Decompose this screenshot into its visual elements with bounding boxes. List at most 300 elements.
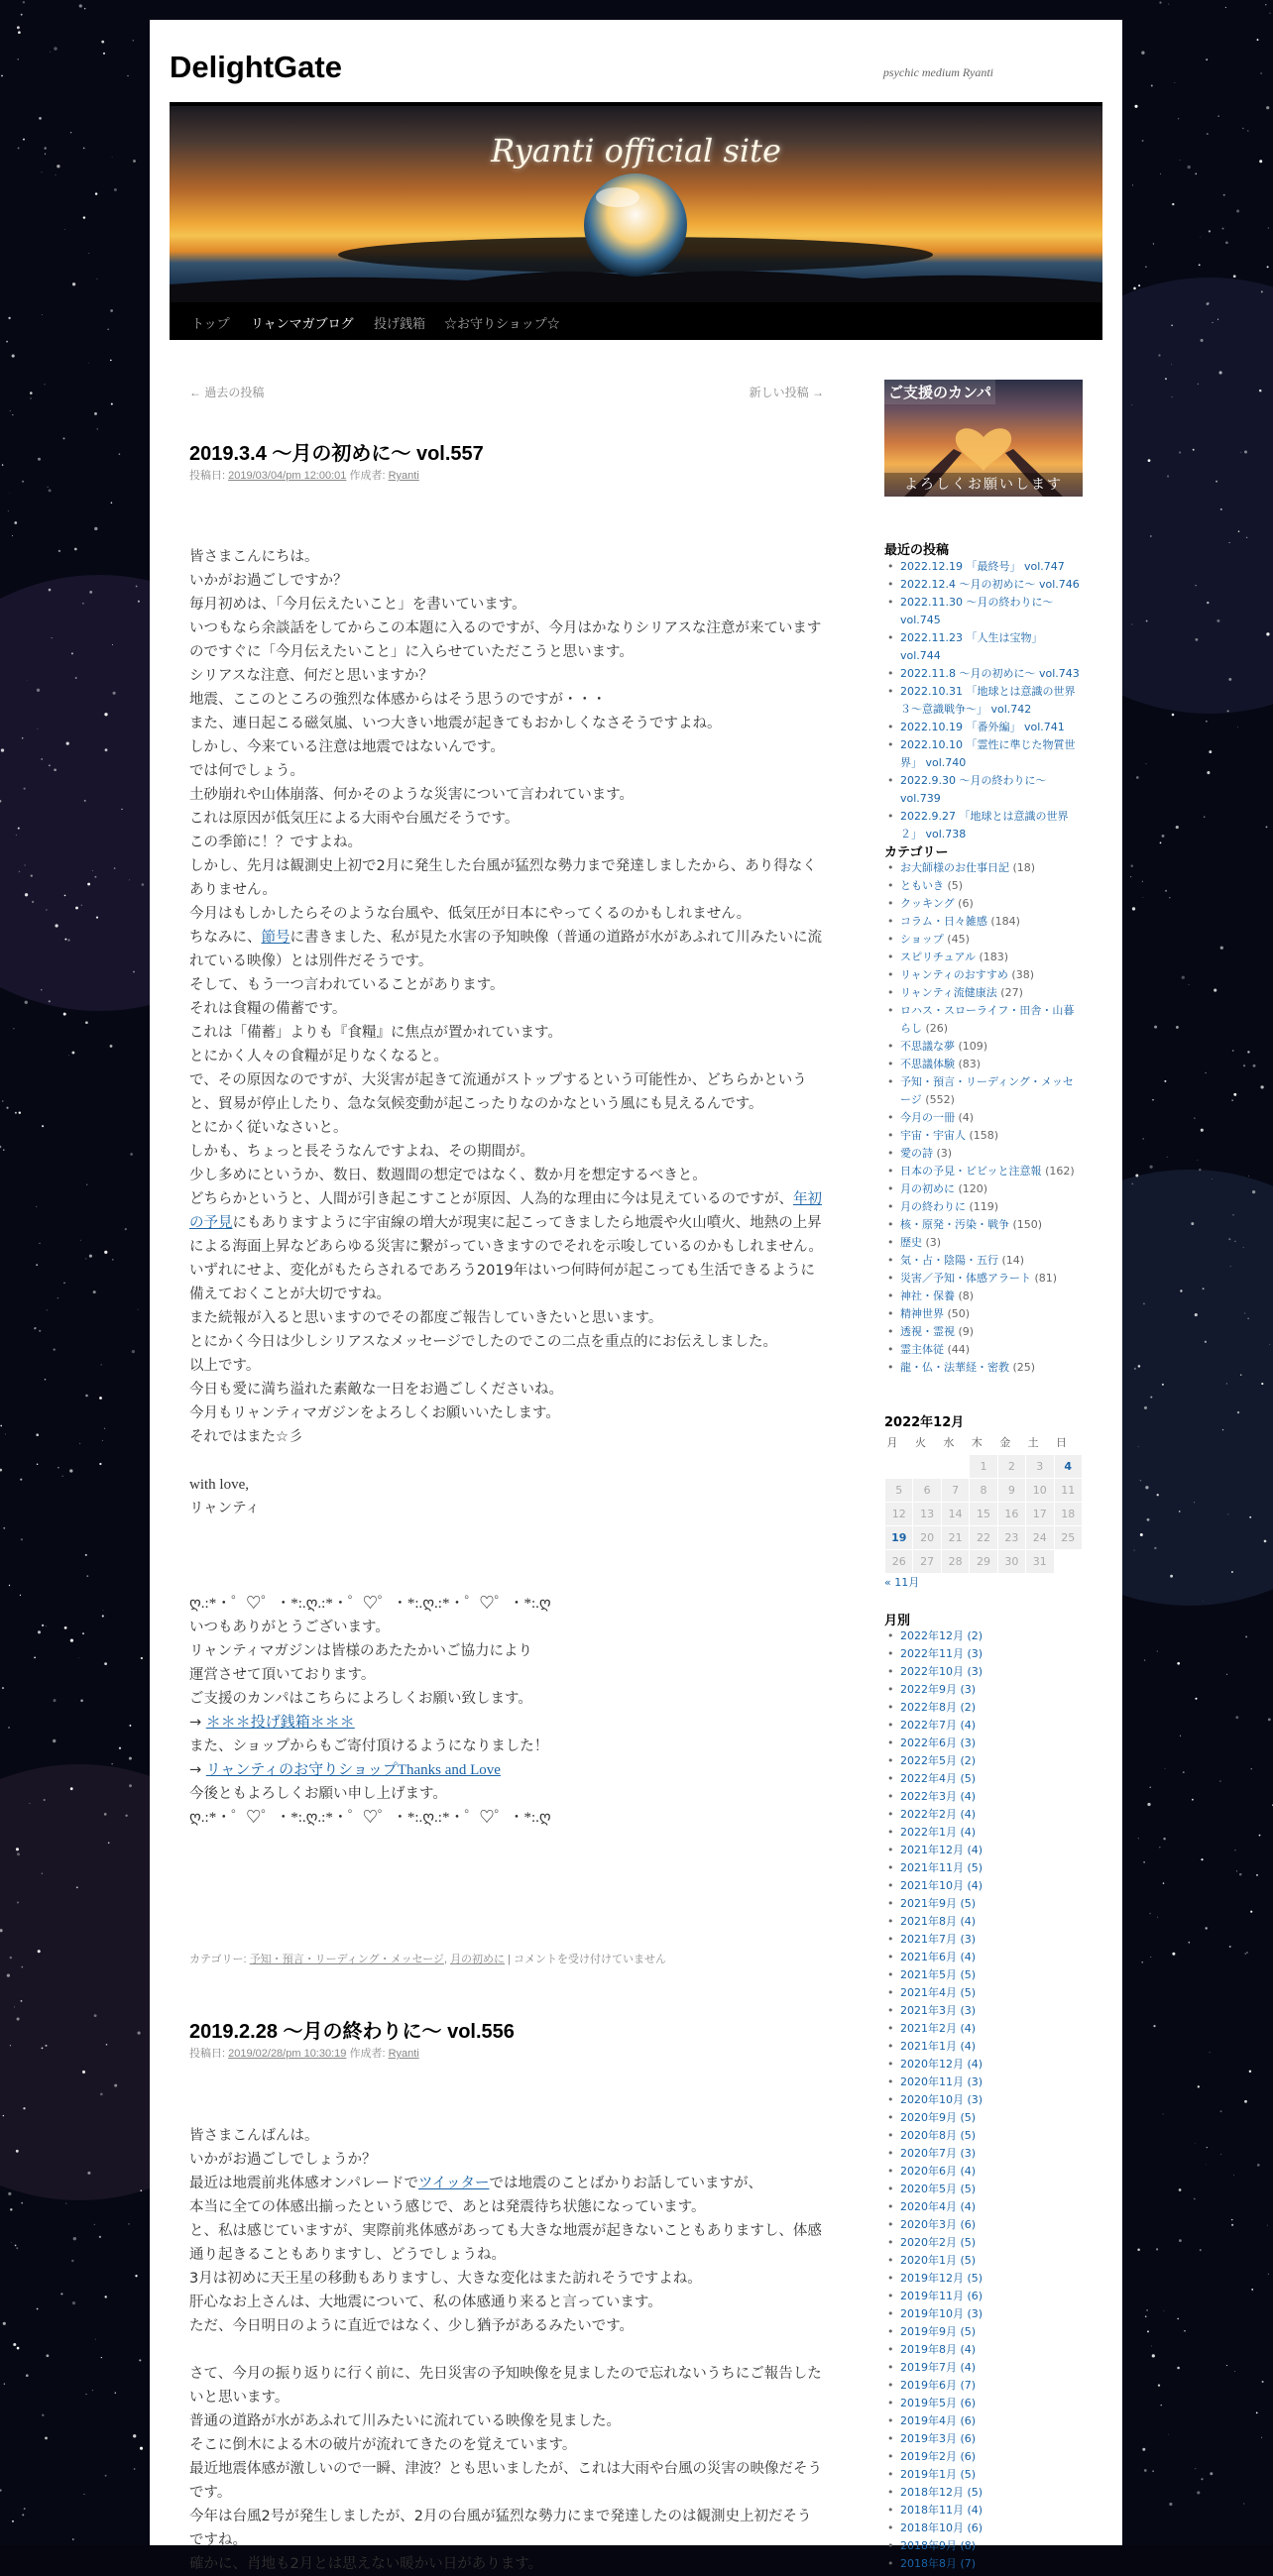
archive-item (884, 1877, 1083, 1895)
comments-closed: | コメントを受け付けていません (508, 1954, 667, 1965)
category-item (884, 1002, 1083, 1038)
body-line: 本当に全ての体感出揃ったという感じで、あとは発震待ち状態になっています。 (189, 2199, 706, 2215)
category-item (884, 1145, 1083, 1163)
body-line: とにかく従いなさいと。 (189, 1120, 348, 1136)
calendar-week-row (885, 1549, 1083, 1573)
recent-post-link[interactable]: 2022.12.4 ～月の初めに～ vol.746 (900, 578, 1080, 591)
category-item (884, 1216, 1083, 1234)
category-count: (18) (1012, 861, 1036, 874)
post-categories (189, 1951, 666, 1966)
category-link[interactable]: 愛の詩 (900, 1147, 933, 1160)
archive-link[interactable]: 2022年4月 (5) (900, 1772, 977, 1785)
archive-link[interactable]: 2022年2月 (4) (900, 1808, 977, 1821)
archive-link[interactable]: 2021年10月 (4) (900, 1879, 984, 1892)
category-link[interactable]: 月の初めに (450, 1954, 506, 1965)
recent-post-link[interactable]: 2022.9.27 「地球とは意識の世界２」 vol.738 (900, 810, 1069, 840)
calendar-day: 28 (941, 1549, 969, 1573)
body-line: では何でしょう。 (189, 763, 304, 779)
footer-line: リャンティマガジンは皆様のあたたかいご協力により (189, 1643, 533, 1659)
calendar-empty-cell (913, 1454, 941, 1478)
archive-link[interactable]: 2018年9月 (8) (900, 2539, 977, 2552)
recent-post-link[interactable]: 2022.11.8 ～月の初めに～ vol.743 (900, 667, 1080, 680)
calendar-day: 21 (941, 1525, 969, 1549)
archive-item (884, 1788, 1083, 1806)
calendar-weekday: 金 (999, 1435, 1011, 1449)
category-count: (6) (958, 897, 974, 910)
body-line: これは原因が低気圧による大雨や台風だそうです。 (189, 811, 520, 827)
archive-item (884, 2430, 1083, 2448)
decoration-line: ღ.:*・゜♡゜・*:.ღ.:*・゜♡゜・*:.ღ.:*・゜♡゜・*:.ღ (189, 1810, 551, 1826)
calendar-day: 9 (997, 1478, 1025, 1502)
category-count: (184) (990, 915, 1020, 928)
archive-link[interactable]: 2022年10月 (3) (900, 1665, 984, 1678)
calendar-day: 5 (885, 1478, 913, 1502)
recent-post-link[interactable]: 2022.10.10 「霊性に準じた物質世界」 vol.740 (900, 738, 1076, 769)
archive-link[interactable]: 2022年5月 (2) (900, 1754, 977, 1767)
archive-item (884, 1913, 1083, 1931)
category-count: (45) (947, 933, 970, 946)
category-item (884, 1038, 1083, 1056)
page-wrapper (150, 20, 1122, 2572)
category-link[interactable]: コラム・日々雑感 (900, 915, 987, 928)
category-item (884, 1359, 1083, 1377)
nav-item-blog[interactable]: リャンマガブログ (251, 316, 354, 331)
calendar-day: 12 (885, 1502, 913, 1525)
archive-link[interactable]: 2019年6月 (7) (900, 2379, 977, 2392)
recent-post-item (884, 808, 1083, 843)
category-item (884, 1109, 1083, 1127)
archive-item (884, 1681, 1083, 1699)
decoration-line: ღ.:*・゜♡゜・*:.ღ.:*・゜♡゜・*:.ღ.:*・゜♡゜・*:.ღ (189, 1596, 551, 1612)
previous-post-link[interactable]: ← 過去の投稿 (189, 386, 265, 399)
category-link[interactable]: スピリチュアル (900, 951, 977, 963)
post-meta (189, 2045, 419, 2061)
archive-link[interactable]: 2021年3月 (3) (900, 2004, 977, 2017)
category-item (884, 1288, 1083, 1305)
category-item (884, 1270, 1083, 1288)
category-item (884, 877, 1083, 895)
archive-link[interactable]: 2021年7月 (3) (900, 1933, 977, 1946)
archive-link[interactable]: 2022年11月 (3) (900, 1647, 984, 1660)
recent-post-link[interactable]: 2022.11.23 「人生は宝物」 vol.744 (900, 631, 1043, 662)
setsugo-link[interactable]: 節号 (261, 930, 290, 946)
post-date-link[interactable]: 2019/03/04/pm 12:00:01 (228, 470, 347, 482)
body-line: いかがお過ごしですか？ (189, 573, 348, 589)
archive-item (884, 1770, 1083, 1788)
archive-link[interactable]: 2019年12月 (5) (900, 2272, 984, 2285)
body-line: 最近地震体感が激しいので一瞬、津波？とも思いましたが、これは大雨や台風の災害の映像だそうです。 (189, 2461, 822, 2501)
author-prefix: 作成者: (349, 2048, 386, 2060)
archive-item (884, 2073, 1083, 2091)
calendar-week-row (885, 1478, 1083, 1502)
archive-link[interactable]: 2021年12月 (4) (900, 1844, 984, 1856)
body-line: この季節に！？ですよね。 (189, 835, 362, 850)
recent-post-item (884, 629, 1083, 665)
archive-item (884, 2288, 1083, 2305)
category-link[interactable]: 不思議体験 (900, 1058, 955, 1070)
calendar-day: 16 (997, 1502, 1025, 1525)
body-line: しかし、先月は観測史上初で2月に発生した台風が猛烈な勢力まで発達しましたから、あり得なくありません。 (189, 858, 817, 898)
body-line: さて、今月の振り返りに行く前に、先日災害の予知映像を見ましたので忘れないうちにご報告したいと思います。 (189, 2366, 822, 2406)
archive-item (884, 1842, 1083, 1859)
archive-item (884, 2002, 1083, 2020)
archive-link[interactable]: 2018年12月 (5) (900, 2486, 984, 2499)
archive-link[interactable]: 2020年7月 (3) (900, 2147, 977, 2160)
archive-link[interactable]: 2019年11月 (6) (900, 2290, 984, 2302)
archive-link[interactable]: 2020年12月 (4) (900, 2058, 984, 2071)
archive-link[interactable]: 2019年8月 (4) (900, 2343, 977, 2356)
category-link[interactable]: ショップ (900, 933, 944, 946)
nav-item-shop[interactable]: ☆お守りショップ☆ (444, 316, 560, 331)
body-text: 最近は地震前兆体感オンパレードで (189, 2176, 418, 2191)
archive-item (884, 1824, 1083, 1842)
archive-link[interactable]: 2021年6月 (4) (900, 1951, 977, 1963)
body-line: 普通の道路が水があふれて川みたいに流れている映像を見ました。 (189, 2413, 621, 2429)
category-item (884, 931, 1083, 949)
signoff-line: with love, (189, 1477, 249, 1493)
recent-post-link[interactable]: 2022.10.31 「地球とは意識の世界３～意識戦争～」 vol.742 (900, 685, 1076, 716)
category-count: (44) (947, 1343, 971, 1356)
body-line: しかも、ちょっと長そうなんですよね、その期間が。 (189, 1144, 534, 1160)
category-count: (3) (925, 1236, 942, 1249)
archive-link[interactable]: 2021年5月 (5) (900, 1968, 977, 1981)
utility-prefix: カテゴリー: (189, 1954, 247, 1965)
category-count: (27) (1000, 986, 1023, 999)
calendar-weekday: 火 (914, 1435, 926, 1449)
body-line: 以上です。 (189, 1358, 261, 1374)
calendar-day: 14 (941, 1502, 969, 1525)
archive-link[interactable]: 2021年2月 (4) (900, 2022, 977, 2035)
body-line: 確かに、肖地も2月とは思えない暖かい日があります。 (189, 2556, 543, 2572)
archive-item (884, 2181, 1083, 2198)
body-line: それではまた☆彡 (189, 1429, 303, 1445)
body-line (189, 926, 824, 973)
category-item (884, 984, 1083, 1002)
recent-posts-title: 最近の投稿 (884, 543, 950, 558)
archive-link[interactable]: 2021年11月 (5) (900, 1861, 984, 1874)
category-link[interactable]: 気・占・陰陽・五行 (900, 1254, 998, 1267)
calendar-day: 20 (913, 1525, 941, 1549)
archive-item (884, 2412, 1083, 2430)
recent-post-link[interactable]: 2022.11.30 ～月の終わりに～ vol.745 (900, 596, 1054, 626)
category-count: (9) (958, 1325, 975, 1338)
category-link[interactable]: 不思議な夢 (900, 1040, 955, 1053)
donation-box-link[interactable]: ＊＊＊投げ銭箱＊＊＊ (205, 1715, 355, 1731)
archive-link[interactable]: 2020年9月 (5) (900, 2111, 977, 2124)
body-line: 今日も愛に満ち溢れた素敵な一日をお過ごしくださいね。 (189, 1382, 563, 1398)
body-line: それは食糧の備蓄です。 (189, 1001, 347, 1017)
calendar-day: 30 (997, 1549, 1025, 1573)
arrow-prefix: → (189, 1762, 206, 1778)
category-count: (158) (969, 1129, 999, 1142)
body-line: 地震、ここのところの強烈な体感からはそう思うのですが・・・ (189, 692, 607, 708)
category-item (884, 1127, 1083, 1145)
calendar-day: 29 (970, 1549, 997, 1573)
calendar-weekday: 木 (971, 1435, 983, 1449)
recent-post-item (884, 719, 1083, 736)
archive-item (884, 2270, 1083, 2288)
archive-link[interactable]: 2022年3月 (4) (900, 1790, 977, 1803)
calendar-week-row (885, 1502, 1083, 1525)
archive-link[interactable]: 2021年8月 (4) (900, 1915, 977, 1928)
body-text: どちらかというと、人間が引き起こすことが原因、人為的な理由に今は見えているのですが、 (189, 1191, 793, 1207)
category-item (884, 1198, 1083, 1216)
category-count: (120) (958, 1182, 988, 1195)
calendar-weekday: 土 (1027, 1435, 1039, 1449)
donation-banner[interactable] (884, 380, 1083, 497)
calendar-weekday: 月 (886, 1435, 898, 1449)
body-line: とにかく人々の食糧が足りなくなると。 (189, 1049, 448, 1064)
body-line: 今年は台風2号が発生しましたが、2月の台風が猛烈な勢力にまで発達したのは観測史上初だそうですね。 (189, 2509, 812, 2548)
recent-post-link[interactable]: 2022.9.30 ～月の終わりに～ vol.739 (900, 774, 1047, 805)
footer-line: また、ショップからもご寄付頂けるようになりました！ (189, 1738, 549, 1754)
category-link[interactable]: 精神世界 (900, 1307, 944, 1320)
recent-post-item (884, 594, 1083, 629)
archive-link[interactable]: 2020年6月 (4) (900, 2165, 977, 2178)
body-line: また、連日起こる磁気嵐、いつ大きい地震が起きてもおかしくなさそうですよね。 (189, 716, 722, 731)
archive-link[interactable]: 2020年11月 (3) (900, 2075, 984, 2088)
body-line: いつもなら余談話をしてからこの本題に入るのですが、今月はかなりシリアスな注意が来ていますのですぐに「今月伝えたいこと」に入らせていただこうと思います。 (189, 620, 822, 660)
body-line: 3月は初めに天王星の移動もありますし、大きな変化はまた訪れそうですよね。 (189, 2271, 702, 2287)
author-link[interactable]: Ryanti (388, 2048, 419, 2060)
archive-link[interactable]: 2019年9月 (5) (900, 2325, 977, 2338)
archive-item (884, 2020, 1083, 2038)
post-body (189, 545, 824, 1830)
archive-item (884, 2484, 1083, 2502)
category-item (884, 966, 1083, 984)
category-count: (162) (1045, 1165, 1075, 1177)
category-link[interactable]: 宇宙・宇宙人 (900, 1129, 966, 1142)
archives-title: 月別 (884, 1614, 911, 1628)
category-count: (109) (958, 1040, 988, 1053)
archive-item (884, 2466, 1083, 2484)
recent-post-item (884, 683, 1083, 719)
category-count: (552) (925, 1093, 955, 1106)
archive-item (884, 2359, 1083, 2377)
calendar-day-link[interactable]: 4 (1054, 1454, 1083, 1478)
category-link[interactable]: 歴史 (900, 1236, 922, 1249)
category-item (884, 949, 1083, 966)
archive-item (884, 1859, 1083, 1877)
calendar-day-link[interactable]: 19 (885, 1525, 913, 1549)
category-count: (183) (979, 951, 1009, 963)
body-line: 肝心なお上さんは、大地震について、私の体感通り来ると言っています。 (189, 2295, 662, 2310)
category-item (884, 1323, 1083, 1341)
calendar-day: 25 (1054, 1525, 1083, 1549)
archive-item (884, 2341, 1083, 2359)
archive-item (884, 1752, 1083, 1770)
category-link[interactable]: 龍・仏・法華経・密教 (900, 1361, 1009, 1374)
calendar-prev-month-link[interactable]: « 11月 (884, 1576, 920, 1589)
category-link[interactable]: リャンティのおすすめ (900, 968, 1008, 981)
calendar-empty-cell (941, 1454, 969, 1478)
archive-link[interactable]: 2019年1月 (5) (900, 2468, 977, 2481)
category-link[interactable]: 予知・預言・リーディング・メッセージ (249, 1954, 444, 1965)
author-link[interactable]: Ryanti (388, 470, 419, 482)
archive-link[interactable]: 2022年7月 (4) (900, 1719, 977, 1732)
twitter-link[interactable]: ツイッター (417, 2176, 490, 2191)
calendar-day: 26 (885, 1549, 913, 1573)
archive-item (884, 2198, 1083, 2216)
category-link[interactable]: 今月の一冊 (900, 1111, 955, 1124)
recent-post-link[interactable]: 2022.12.19 「最終号」 vol.747 (900, 560, 1065, 573)
category-separator: , (443, 1954, 447, 1965)
category-link[interactable]: お大師様のお仕事日記 (900, 861, 1009, 874)
category-link[interactable]: 霊主体従 (900, 1343, 944, 1356)
archive-link[interactable]: 2022年12月 (2) (900, 1629, 984, 1642)
calendar-day: 10 (1026, 1478, 1054, 1502)
body-line: 皆さまこんばんは。 (189, 2128, 319, 2144)
nav-item-top[interactable]: トップ (191, 316, 230, 331)
category-item (884, 1252, 1083, 1270)
footer-line: いつもありがとうございます。 (189, 1620, 390, 1635)
archive-item (884, 2377, 1083, 2395)
body-text: では地震のことばかりお話していますが、 (489, 2176, 762, 2191)
calendar-day: 23 (997, 1525, 1025, 1549)
category-link[interactable]: 透視・霊視 (900, 1325, 955, 1338)
main-navigation (170, 302, 1102, 340)
category-link[interactable]: 日本の予見・ビビッと注意報 (900, 1165, 1042, 1177)
archive-item (884, 2163, 1083, 2181)
archive-link[interactable]: 2018年11月 (4) (900, 2504, 984, 2517)
donation-banner-caption: よろしくお願いします (884, 473, 1083, 497)
archive-item (884, 1627, 1083, 1645)
category-count: (119) (969, 1200, 999, 1213)
archive-link[interactable]: 2019年4月 (6) (900, 2414, 977, 2427)
footer-line: 運営させて頂いております。 (189, 1667, 376, 1683)
category-link[interactable]: 核・原発・汚染・戦争 (900, 1218, 1009, 1231)
archive-link[interactable]: 2019年5月 (6) (900, 2397, 977, 2409)
meta-prefix: 投稿日: (189, 470, 226, 482)
body-line (189, 2172, 824, 2195)
archive-link[interactable]: 2020年2月 (5) (900, 2236, 977, 2249)
archive-link[interactable]: 2022年8月 (2) (900, 1701, 977, 1714)
body-line: 少し多めにというか、数日、数週間の想定ではなく、数か月を想定するべきと。 (189, 1168, 707, 1183)
category-item (884, 1163, 1083, 1180)
archive-link[interactable]: 2019年2月 (6) (900, 2450, 977, 2463)
category-link[interactable]: リャンティ流健康法 (900, 986, 997, 999)
calendar-day: 7 (941, 1478, 969, 1502)
recent-post-link[interactable]: 2022.10.19 「番外編」 vol.741 (900, 721, 1065, 733)
category-link[interactable]: 予知・預言・リーディング・メッセージ (900, 1075, 1074, 1106)
archive-link[interactable]: 2022年9月 (3) (900, 1683, 977, 1696)
archive-item (884, 1735, 1083, 1752)
calendar-day: 8 (970, 1478, 997, 1502)
post-body (189, 2124, 824, 2576)
archive-link[interactable]: 2019年10月 (3) (900, 2307, 984, 2320)
next-post-link[interactable]: 新しい投稿 → (749, 386, 824, 399)
body-line: しかし、今来ている注意は地震ではないんです。 (189, 739, 505, 755)
archive-item (884, 2127, 1083, 2145)
calendar-day: 18 (1054, 1502, 1083, 1525)
archive-link[interactable]: 2019年7月 (4) (900, 2361, 977, 2374)
category-link[interactable]: 神社・保養 (900, 1289, 955, 1302)
banner-title: Ryanti official site (491, 132, 781, 169)
recent-post-item (884, 736, 1083, 772)
archive-link[interactable]: 2021年1月 (4) (900, 2040, 977, 2053)
calendar-day: 27 (913, 1549, 941, 1573)
category-link[interactable]: クッキング (900, 897, 955, 910)
category-count: (83) (958, 1058, 982, 1070)
archive-link[interactable]: 2020年3月 (6) (900, 2218, 977, 2231)
archive-item (884, 2502, 1083, 2520)
body-line: いずれにせよ、変化がもたらされるであろう2019年はいつ何時何が起こっても生活できるように備えておくことが大切ですね。 (189, 1263, 815, 1302)
category-link[interactable]: ともいき (900, 879, 944, 892)
header-banner[interactable] (170, 106, 1102, 302)
body-line: これは「備蓄」よりも『食糧』に焦点が置かれています。 (189, 1025, 562, 1041)
category-link[interactable]: 災害／予知・体感アラート (900, 1272, 1031, 1285)
category-count: (25) (1012, 1361, 1036, 1374)
calendar-weekday: 水 (943, 1435, 955, 1449)
post-title[interactable]: 2019.3.4 ～月の初めに～ vol.557 (189, 443, 484, 465)
archive-link[interactable]: 2020年10月 (3) (900, 2093, 984, 2106)
site-title[interactable]: DelightGate (170, 50, 342, 84)
recent-post-item (884, 665, 1083, 683)
archive-item (884, 1663, 1083, 1681)
calendar-day: 22 (970, 1525, 997, 1549)
category-item (884, 1073, 1083, 1109)
archive-item (884, 2216, 1083, 2234)
site-description: psychic medium Ryanti (882, 65, 993, 79)
archive-item (884, 2305, 1083, 2323)
category-link[interactable]: 月の終わりに (900, 1200, 966, 1213)
body-line: とにかく今日は少しシリアスなメッセージでしたのでこの二点を重点的にお伝えしました。 (189, 1334, 778, 1350)
calendar-header-row (885, 1430, 1083, 1454)
archive-link[interactable]: 2021年4月 (5) (900, 1986, 977, 1999)
archive-item (884, 2145, 1083, 2163)
calendar-empty-cell (885, 1454, 913, 1478)
new-year-prediction-link[interactable]: 年初の予見 (189, 1191, 822, 1231)
post-date-link[interactable]: 2019/02/28/pm 10:30:19 (228, 2048, 347, 2060)
archive-link[interactable]: 2021年9月 (5) (900, 1897, 977, 1910)
calendar-day: 3 (1026, 1454, 1054, 1478)
calendar-table (884, 1430, 1083, 1574)
archive-link[interactable]: 2020年5月 (5) (900, 2183, 977, 2195)
category-count: (150) (1012, 1218, 1043, 1231)
archive-link[interactable]: 2018年8月 (7) (900, 2557, 977, 2570)
archive-link[interactable]: 2022年6月 (3) (900, 1736, 977, 1749)
archive-item (884, 2323, 1083, 2341)
shop-link[interactable]: リャンティのお守りショップThanks and Love (205, 1762, 501, 1778)
post-title[interactable]: 2019.2.28 ～月の終わりに～ vol.556 (189, 2021, 515, 2043)
body-line: 毎月初めは、「今月伝えたいこと」を書いています。 (189, 597, 526, 613)
body-line: で、その原因なのですが、大災害が起きて流通がストップするという可能性か、どちらかというと、貿易が停止したり、急な気候変動が起こったりなのかなという風にも見えるんです。 (189, 1072, 807, 1112)
calendar-day: 31 (1026, 1549, 1054, 1573)
category-item (884, 1341, 1083, 1359)
body-line: そこに倒木による木の破片が流れてきたのを覚えています。 (189, 2437, 577, 2453)
calendar-day: 1 (970, 1454, 997, 1478)
archive-item (884, 2252, 1083, 2270)
archive-link[interactable]: 2020年8月 (5) (900, 2129, 977, 2142)
archive-item (884, 2056, 1083, 2073)
archive-link[interactable]: 2020年1月 (5) (900, 2254, 977, 2267)
archive-link[interactable]: 2019年3月 (6) (900, 2432, 977, 2445)
category-item (884, 895, 1083, 913)
archive-item (884, 2448, 1083, 2466)
nav-item-donation[interactable]: 投げ銭箱 (374, 316, 426, 331)
calendar-caption: 2022年12月 (884, 1415, 965, 1430)
body-line: そして、もう一つ言われていることがあります。 (189, 977, 505, 993)
calendar-day: 24 (1026, 1525, 1054, 1549)
categories-title: カテゴリー (884, 845, 949, 860)
archive-link[interactable]: 2022年1月 (4) (900, 1826, 977, 1839)
footer-line (189, 1758, 824, 1782)
footer-line (189, 1711, 824, 1735)
archive-link[interactable]: 2018年10月 (6) (900, 2521, 984, 2534)
archive-link[interactable]: 2020年4月 (4) (900, 2200, 977, 2213)
category-link[interactable]: 月の初めに (900, 1182, 955, 1195)
category-link[interactable]: ロハス・スローライフ・田舎・山暮らし (900, 1004, 1075, 1035)
